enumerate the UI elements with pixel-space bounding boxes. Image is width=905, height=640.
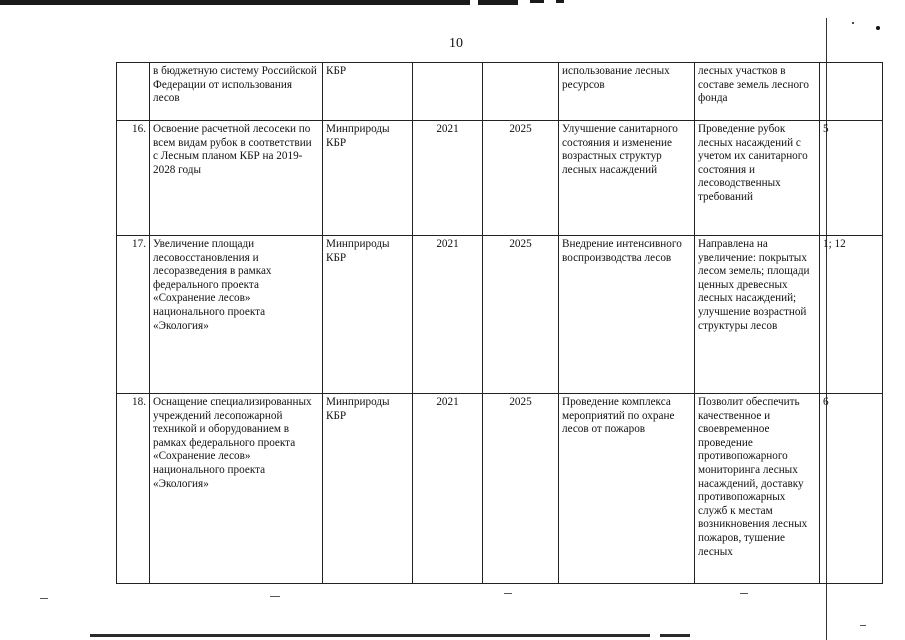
row-number: 18. bbox=[117, 394, 150, 584]
start-year-cell: 2021 bbox=[413, 394, 483, 584]
result-cell: Проведение комплекса мероприятий по охране лесов от пожаров bbox=[559, 394, 695, 584]
scan-mark bbox=[740, 593, 748, 594]
scan-mark bbox=[270, 596, 280, 597]
scan-mark bbox=[40, 598, 48, 599]
measure-cell: Увеличение площади лесовосстановления и лесоразведения в рамках федерального проекта «Сохранение лесов» национального проекта «Экология» bbox=[150, 236, 323, 394]
indicator-cell: 1; 12 bbox=[820, 236, 883, 394]
impact-cell: Направлена на увеличение: покрытых лесом земель; площади ценных древесных лесных насаждений; улучшение возрастной структуры лесов bbox=[695, 236, 820, 394]
measure-cell: в бюджетную систему Российской Федерации от использования лесов bbox=[150, 63, 323, 121]
end-year-cell: 2025 bbox=[483, 394, 559, 584]
table-row bbox=[117, 121, 883, 236]
executor-cell: КБР bbox=[323, 63, 413, 121]
measure-cell: Оснащение специализированных учреждений лесопожарной техникой и оборудованием в рамках федерального проекта «Сохранение лесов» национального проекта «Экология» bbox=[150, 394, 323, 584]
row-number: 16. bbox=[117, 121, 150, 236]
indicator-cell: 5 bbox=[820, 121, 883, 236]
result-cell: использование лесных ресурсов bbox=[559, 63, 695, 121]
page-number: 10 bbox=[449, 36, 463, 51]
result-cell: Внедрение интенсивного воспроизводства лесов bbox=[559, 236, 695, 394]
start-year-cell bbox=[413, 63, 483, 121]
measure-cell: Освоение расчетной лесосеки по всем видам рубок в соответствии с Лесным планом КБР на 2019-2028 годы bbox=[150, 121, 323, 236]
end-year-cell: 2025 bbox=[483, 121, 559, 236]
scan-edge-bottom bbox=[0, 631, 905, 640]
end-year-cell: 2025 bbox=[483, 236, 559, 394]
start-year-cell: 2021 bbox=[413, 121, 483, 236]
measures-table bbox=[116, 62, 883, 584]
impact-cell: лесных участков в составе земель лесного фонда bbox=[695, 63, 820, 121]
impact-cell: Позволит обеспечить качественное и своевременное проведение противопожарного мониторинга лесных насаждений, доставку противопожарных служб к местам возникновения лесных пожаров, тушение лесных bbox=[695, 394, 820, 584]
row-number bbox=[117, 63, 150, 121]
table-row bbox=[117, 394, 883, 584]
indicator-cell bbox=[820, 63, 883, 121]
scan-speck bbox=[876, 26, 880, 30]
impact-cell: Проведение рубок лесных насаждений с учетом их санитарного состояния и лесоводственных требований bbox=[695, 121, 820, 236]
table-row bbox=[117, 236, 883, 394]
indicator-cell: 6 bbox=[820, 394, 883, 584]
executor-cell: Минприроды КБР bbox=[323, 236, 413, 394]
scan-mark bbox=[860, 625, 866, 626]
start-year-cell: 2021 bbox=[413, 236, 483, 394]
scan-mark bbox=[504, 593, 512, 594]
table-body bbox=[117, 63, 883, 584]
executor-cell: Минприроды КБР bbox=[323, 121, 413, 236]
table-row bbox=[117, 63, 883, 121]
scan-edge-top bbox=[0, 0, 905, 7]
end-year-cell bbox=[483, 63, 559, 121]
row-number: 17. bbox=[117, 236, 150, 394]
scan-speck bbox=[852, 22, 854, 24]
executor-cell: Минприроды КБР bbox=[323, 394, 413, 584]
result-cell: Улучшение санитарного состояния и изменение возрастных структур лесных насаждений bbox=[559, 121, 695, 236]
